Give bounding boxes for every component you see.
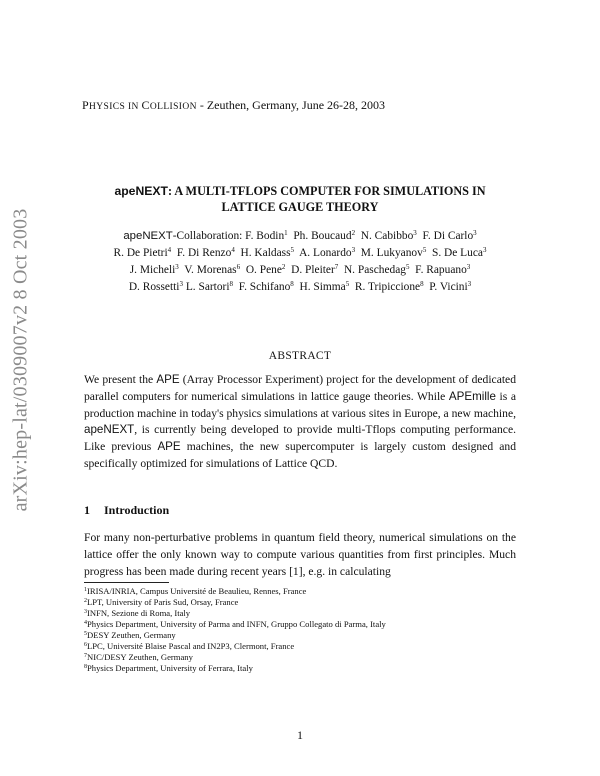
author: R. Tripiccione$^8$ [354,280,424,293]
footnote: $^7$NIC/DESY Zeuthen, Germany [84,652,193,662]
affiliation-marker: 8 [420,280,424,288]
affiliation-marker: 5 [422,246,427,254]
abstract-heading: ABSTRACT [268,350,332,362]
affiliation-marker: 6 [236,263,241,271]
author: V. Morenas$^6$ [184,263,241,276]
affiliation-marker: 4 [231,246,235,254]
footnote-marker: 8 [84,664,87,670]
abstract-body: We present the APE (Array Processor Experiment) project for the development of dedicated parallel computers for numerical simulations in lattice gauge theories. While APEmille is a production machine in today's physics simulations at various sites in Europe, a new machine, apeNEXT, is currently being developed to provide multi-Tflops computing performance. Like previous APE machines, the new supercomputer is largely custom designed and specifically optimized for simulations of Lattice QCD. [84,373,517,470]
footnote: $^1$IRISA/INRIA, Campus Université de Beaulieu, Rennes, France [84,586,307,596]
affiliation-marker: 5 [345,280,350,288]
affiliation-marker: 7 [334,263,339,271]
author: M. Lukyanov$^5$ [360,246,427,259]
affiliation-marker: 8 [229,280,233,288]
affiliation-marker: 3 [351,246,356,254]
affiliation-marker: 2 [351,229,356,237]
author: L. Sartori$^8$ [185,280,233,293]
author: H. Kaldass$^5$ [240,246,294,259]
section-title: Introduction [104,503,170,517]
author: O. Pene$^2$ [245,263,286,276]
affiliation-marker: 5 [290,246,294,254]
author: Ph. Boucaud$^2$ [293,229,356,242]
author: J. Micheli$^3$ [129,263,179,276]
affiliation-marker: 3 [467,280,472,288]
intro-paragraph: For many non-perturbative problems in quantum field theory, numerical simulations on the lattice offer the only known way to compute various quantities from first principles. Much progress has been made during recent years [1], e.g. in calculating [84,531,516,578]
author: N. Cabibbo$^3$ [360,229,417,242]
footnote-marker: 6 [84,642,87,648]
footnote: $^8$Physics Department, University of Ferrara, Italy [84,663,253,673]
footnote: $^3$INFN, Sezione di Roma, Italy [84,608,191,618]
footnote-rule [84,582,169,583]
author: H. Simma$^5$ [299,280,350,293]
section-heading [84,503,169,518]
section-number: 1 [84,503,90,517]
author: D. Pleiter$^7$ [291,263,339,276]
affiliation-marker: 3 [466,263,471,271]
affiliation-marker: 3 [179,280,183,288]
page-number: 1 [297,728,303,742]
author: A. Lonardo$^3$ [299,246,356,259]
author: R. De Pietri$^4$ [113,246,172,259]
author: S. De Luca$^3$ [432,246,487,259]
conference-header: PHYSICS IN COLLISION - Zeuthen, Germany, June 26-28, 2003 [82,98,386,112]
footnote: $^6$LPC, Université Blaise Pascal and IN2P3, Clermont, France [84,641,295,651]
footnote-marker: 4 [84,620,87,626]
title-brand: apeNEXT [114,184,168,198]
footnote: $^2$LPT, University of Paris Sud, Orsay, France [84,597,239,607]
affiliation-marker: 3 [473,229,477,237]
author: F. Bodin$^1$ [245,229,288,242]
author: P. Vicini$^3$ [429,280,472,293]
author: F. Rapuano$^3$ [415,263,471,276]
author-list: apeNEXT-Collaboration: F. Bodin$^1$ Ph. Boucaud$^2$ N. Cabibbo$^3$ F. Di Carlo$^3$ R. De Pietri$^4$ F. Di Renzo$^4$ H. Kaldass$^5$ A. Lonardo$^3$ M. Lukyanov$^5$ S. De Luca$^3$ J. Micheli$^3$ V. Morenas$^6$ O. Pene$^2$ D. Pleiter$^7$ N. Paschedag$^5$ F. Rapuano$^3$ D. Rossetti$^3$ L. Sartori$^8$ F. Schifano$^8$ H. Simma$^5$ R. Tripiccione$^8$ P. Vicini$^3$ [113,229,487,293]
footnote-marker: 3 [84,609,87,615]
affiliation-marker: 3 [175,263,179,271]
footnote-marker: 2 [84,598,87,604]
author: N. Paschedag$^5$ [343,263,410,276]
footnotes [84,586,386,674]
author: F. Schifano$^8$ [238,280,294,293]
author: D. Rossetti$^3$ [128,280,183,293]
affiliation-marker: 8 [290,280,294,288]
affiliation-marker: 4 [167,246,172,254]
footnote-marker: 5 [84,631,87,637]
paper-title: apeNEXT: A MULTI-TFLOPS COMPUTER FOR SIMULATIONS IN LATTICE GAUGE THEORY [114,184,486,214]
affiliation-marker: 1 [284,229,288,237]
affiliation-marker: 5 [405,263,410,271]
author: F. Di Renzo$^4$ [176,246,235,259]
affiliation-marker: 2 [281,263,286,271]
arxiv-identifier: arXiv:hep-lat/0309007v2 8 Oct 2003 [9,208,32,512]
footnote: $^5$DESY Zeuthen, Germany [84,630,176,640]
footnote: $^4$Physics Department, University of Parma and INFN, Gruppo Collegato di Parma, Italy [84,619,386,629]
affiliation-marker: 3 [413,229,417,237]
affiliation-marker: 3 [482,246,487,254]
footnote-marker: 1 [84,587,87,593]
author: F. Di Carlo$^3$ [422,229,477,242]
footnote-marker: 7 [84,653,87,659]
